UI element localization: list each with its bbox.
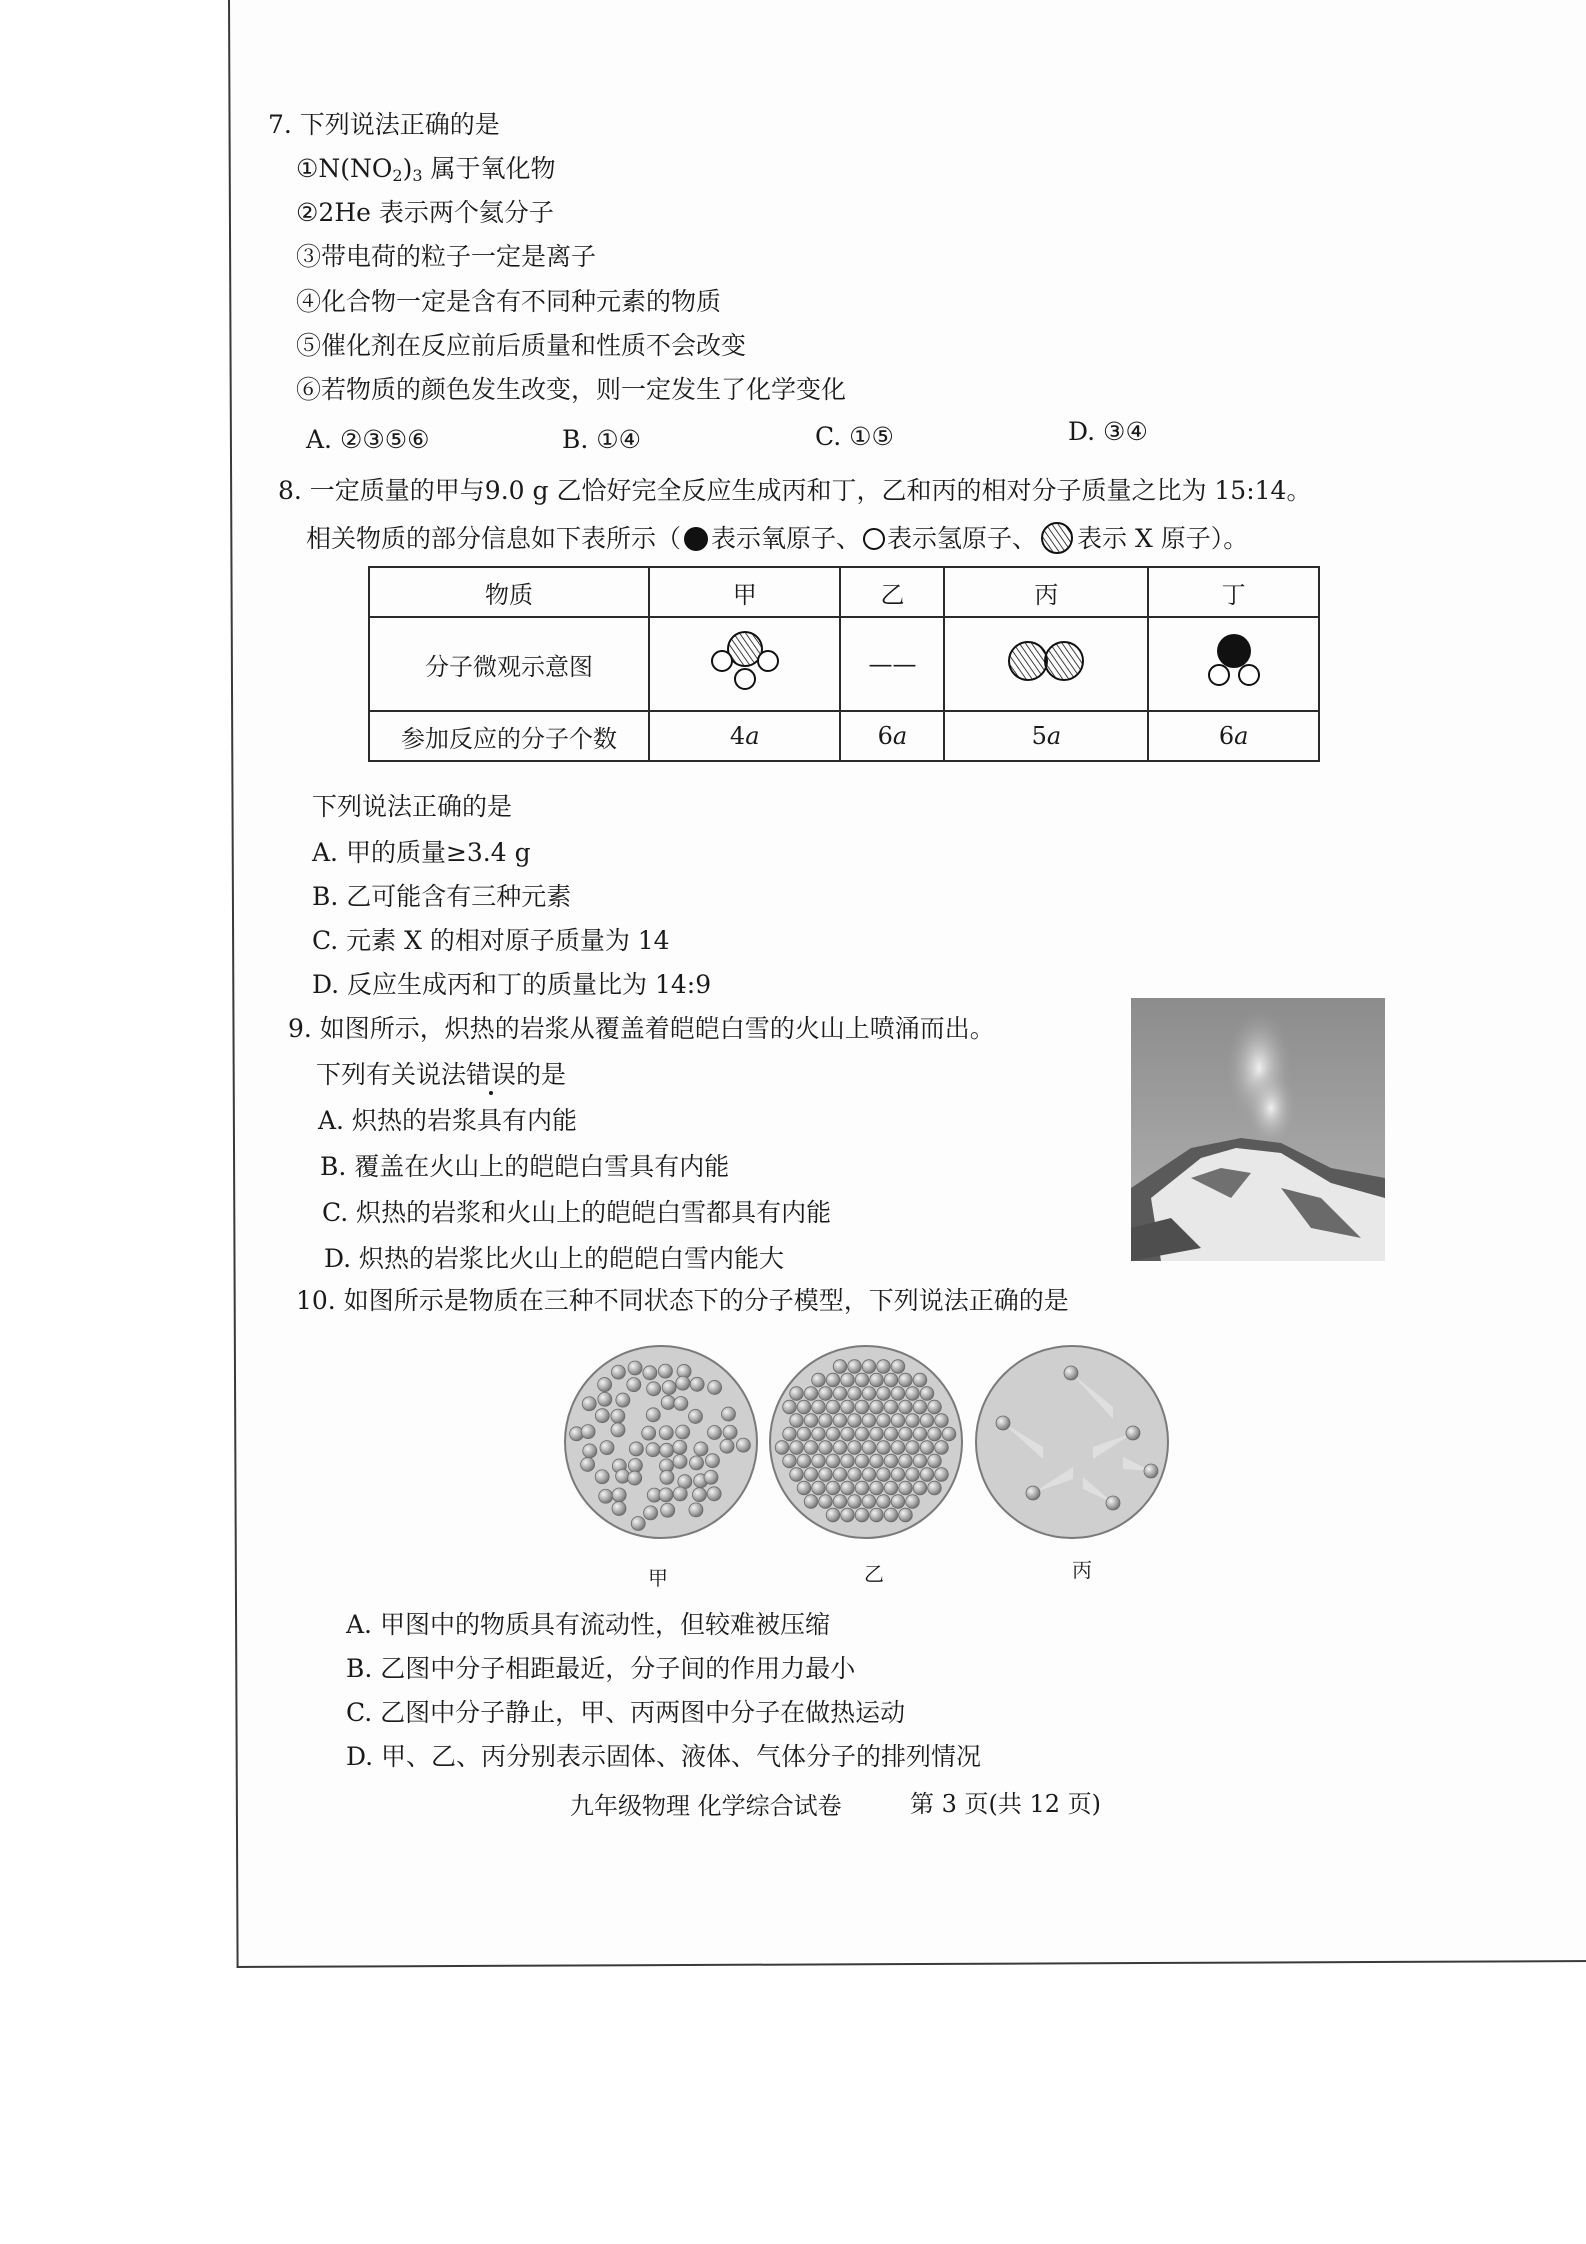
molecule-ding-icon [1194, 623, 1274, 699]
molecule-sphere [899, 1400, 913, 1414]
table-cell [1148, 617, 1319, 711]
molecule-sphere [855, 1400, 869, 1414]
figure-label-yi: 乙 [864, 1562, 884, 1586]
molecule-sphere [920, 1414, 934, 1428]
molecule-sphere [790, 1441, 804, 1455]
molecule-sphere [877, 1387, 891, 1401]
molecule-sphere [870, 1373, 884, 1387]
molecule-sphere [848, 1441, 862, 1455]
q7-option-a: A. ②③⑤⑥ [306, 425, 430, 454]
molecule-sphere [826, 1508, 840, 1522]
molecule-sphere [899, 1373, 913, 1387]
molecule-sphere [581, 1425, 595, 1439]
q9-option-d: D. 炽热的岩浆比火山上的皑皑白雪内能大 [324, 1244, 785, 1273]
table-cell: 分子微观示意图 [369, 617, 649, 711]
molecule-sphere [819, 1441, 833, 1455]
table-cell: 6a [840, 711, 944, 761]
molecule-sphere [928, 1427, 942, 1441]
molecule-sphere [673, 1440, 687, 1454]
figure-label-jia: 甲 [648, 1566, 668, 1590]
molecule-sphere [826, 1400, 840, 1414]
molecule-sphere [833, 1495, 847, 1509]
molecule-sphere [797, 1481, 811, 1495]
q8-option-b: B. 乙可能含有三种元素 [312, 882, 572, 911]
molecule-sphere [819, 1414, 833, 1428]
molecule-sphere [660, 1443, 674, 1457]
molecule-sphere [848, 1468, 862, 1482]
molecule-sphere [612, 1501, 626, 1515]
molecule-sphere [870, 1508, 884, 1522]
molecule-sphere [1026, 1486, 1040, 1500]
molecule-sphere [906, 1495, 920, 1509]
molecule-sphere [673, 1454, 687, 1468]
molecule-sphere [812, 1373, 826, 1387]
q7-item2: ②2He 表示两个氦分子 [296, 198, 554, 227]
molecule-sphere [870, 1400, 884, 1414]
page-number: 第 3 页(共 12 页) [910, 1790, 1102, 1818]
molecule-sphere [884, 1373, 898, 1387]
molecule-sphere [935, 1414, 949, 1428]
molecule-sphere [616, 1393, 630, 1407]
molecule-sphere [862, 1360, 876, 1374]
molecule-sphere [913, 1481, 927, 1495]
q7-option-b: B. ①④ [562, 425, 642, 454]
molecule-sphere [891, 1387, 905, 1401]
molecule-sphere [819, 1468, 833, 1482]
molecule-sphere [862, 1387, 876, 1401]
molecule-sphere [611, 1365, 625, 1379]
molecule-sphere [690, 1456, 704, 1470]
molecule-sphere [855, 1454, 869, 1468]
molecule-sphere [891, 1495, 905, 1509]
molecule-bing-icon [998, 631, 1094, 691]
molecule-sphere [870, 1427, 884, 1441]
molecule-sphere [848, 1387, 862, 1401]
molecule-sphere [870, 1481, 884, 1495]
molecule-sphere [848, 1414, 862, 1428]
molecule-sphere [833, 1387, 847, 1401]
table-cell: —— [840, 617, 944, 711]
molecule-sphere [833, 1360, 847, 1374]
figure-label-bing: 丙 [1072, 1558, 1092, 1582]
molecule-sphere [736, 1438, 750, 1452]
q7-option-d: D. ③④ [1068, 417, 1148, 446]
molecule-sphere [797, 1427, 811, 1441]
molecule-sphere [629, 1442, 643, 1456]
molecule-sphere [812, 1481, 826, 1495]
q10-option-d: D. 甲、乙、丙分别表示固体、液体、气体分子的排列情况 [346, 1742, 982, 1771]
molecule-sphere [833, 1441, 847, 1455]
molecule-sphere [720, 1439, 734, 1453]
molecule-sphere [841, 1508, 855, 1522]
molecule-sphere [913, 1454, 927, 1468]
table-cell: 乙 [840, 567, 944, 617]
molecule-sphere [707, 1425, 721, 1439]
q8-option-c: C. 元素 X 的相对原子质量为 14 [312, 926, 670, 955]
molecule-sphere [884, 1508, 898, 1522]
molecule-sphere [913, 1427, 927, 1441]
table-row [369, 711, 1319, 761]
molecule-sphere [899, 1454, 913, 1468]
molecule-sphere [673, 1487, 687, 1501]
molecule-sphere [812, 1427, 826, 1441]
q7-stem: 7. 下列说法正确的是 [268, 110, 500, 139]
molecule-sphere [884, 1454, 898, 1468]
molecule-sphere [676, 1376, 690, 1390]
molecule-sphere [631, 1517, 645, 1531]
q10-option-b: B. 乙图中分子相距最近，分子间的作用力最小 [346, 1654, 856, 1683]
molecule-sphere [920, 1441, 934, 1455]
table-cell: 5a [944, 711, 1148, 761]
molecule-sphere [833, 1468, 847, 1482]
molecule-sphere [928, 1481, 942, 1495]
molecule-sphere [928, 1454, 942, 1468]
gas-model-figure [973, 1343, 1171, 1541]
molecule-sphere [598, 1378, 612, 1392]
molecule-sphere [862, 1441, 876, 1455]
molecule-sphere [600, 1441, 614, 1455]
molecule-sphere [819, 1495, 833, 1509]
molecule-sphere [848, 1495, 862, 1509]
molecule-sphere [870, 1454, 884, 1468]
molecule-sphere [1144, 1464, 1158, 1478]
molecule-sphere [841, 1427, 855, 1441]
molecule-sphere [855, 1427, 869, 1441]
molecule-sphere [628, 1471, 642, 1485]
molecule-sphere [690, 1377, 704, 1391]
molecule-sphere [628, 1458, 642, 1472]
q9-option-c: C. 炽热的岩浆和火山上的皑皑白雪都具有内能 [322, 1198, 832, 1227]
molecule-sphere [877, 1414, 891, 1428]
molecule-sphere [862, 1468, 876, 1482]
molecule-sphere [841, 1400, 855, 1414]
molecule-sphere [708, 1380, 722, 1394]
molecule-sphere [862, 1414, 876, 1428]
molecule-sphere [704, 1470, 718, 1484]
molecule-sphere [906, 1414, 920, 1428]
molecule-sphere [862, 1495, 876, 1509]
molecule-sphere [891, 1441, 905, 1455]
table-cell [649, 617, 840, 711]
molecule-sphere [1126, 1426, 1140, 1440]
molecule-sphere [891, 1414, 905, 1428]
molecule-sphere [689, 1409, 703, 1423]
molecule-sphere [855, 1508, 869, 1522]
molecule-sphere [644, 1506, 658, 1520]
solid-model-figure [767, 1343, 965, 1541]
table-cell: 甲 [649, 567, 840, 617]
q10-option-c: C. 乙图中分子静止，甲、丙两图中分子在做热运动 [346, 1698, 906, 1727]
molecule-sphere [884, 1400, 898, 1414]
molecule-sphere [642, 1426, 656, 1440]
q8-option-d: D. 反应生成丙和丁的质量比为 14:9 [312, 970, 712, 999]
molecule-sphere [707, 1487, 721, 1501]
molecule-sphere [804, 1441, 818, 1455]
molecule-sphere [913, 1373, 927, 1387]
q8-question: 下列说法正确的是 [312, 792, 513, 821]
table-row [369, 617, 1319, 711]
table-cell: 4a [649, 711, 840, 761]
molecule-sphere [661, 1395, 675, 1409]
q9-question: 下列有关说法错误的是 [316, 1060, 567, 1089]
molecule-sphere [996, 1416, 1010, 1430]
molecule-sphere [1064, 1366, 1078, 1380]
molecule-sphere [676, 1425, 690, 1439]
molecule-sphere [935, 1468, 949, 1482]
q7-item3: ③带电荷的粒子一定是离子 [296, 242, 597, 271]
molecule-sphere [884, 1427, 898, 1441]
molecule-sphere [804, 1387, 818, 1401]
molecule-sphere [826, 1481, 840, 1495]
molecule-sphere [658, 1364, 672, 1378]
molecule-sphere [659, 1488, 673, 1502]
molecule-sphere [661, 1503, 675, 1517]
q8-legend: 相关物质的部分信息如下表所示（ 表示氧原子、 表示氢原子、 表示 X 原子）。 [306, 521, 1248, 556]
molecule-sphere [906, 1387, 920, 1401]
molecule-sphere [891, 1360, 905, 1374]
molecule-sphere [659, 1426, 673, 1440]
molecule-sphere [595, 1470, 609, 1484]
molecule-sphere [775, 1441, 789, 1455]
molecule-sphere [783, 1454, 797, 1468]
footer-title: 九年级物理 化学综合试卷 [570, 1792, 842, 1820]
q8-option-a: A. 甲的质量≥3.4 g [312, 838, 531, 867]
molecule-sphere [611, 1423, 625, 1437]
q7-item6: ⑥若物质的颜色发生改变，则一定发生了化学变化 [296, 375, 847, 404]
molecule-sphere [855, 1373, 869, 1387]
molecule-sphere [928, 1400, 942, 1414]
molecule-sphere [674, 1396, 688, 1410]
molecule-sphere [920, 1468, 934, 1482]
molecule-sphere [841, 1481, 855, 1495]
table-cell: 物质 [369, 567, 649, 617]
q7-item4: ④化合物一定是含有不同种元素的物质 [296, 287, 722, 316]
molecule-sphere [884, 1481, 898, 1495]
molecule-sphere [647, 1382, 661, 1396]
x-atom-icon [1037, 521, 1077, 555]
table-cell [944, 617, 1148, 711]
oxygen-atom-icon [681, 526, 711, 552]
molecule-sphere [841, 1454, 855, 1468]
molecule-sphere [812, 1454, 826, 1468]
table-cell: 参加反应的分子个数 [369, 711, 649, 761]
molecule-sphere [598, 1392, 612, 1406]
liquid-model-figure [562, 1343, 760, 1541]
molecule-sphere [942, 1427, 956, 1441]
q9-option-a: A. 炽热的岩浆具有内能 [318, 1106, 577, 1135]
molecule-sphere [899, 1427, 913, 1441]
molecule-sphere [611, 1409, 625, 1423]
q10-option-a: A. 甲图中的物质具有流动性，但较难被压缩 [346, 1610, 830, 1639]
molecule-sphere [899, 1481, 913, 1495]
molecule-sphere [826, 1373, 840, 1387]
table-cell: 丁 [1148, 567, 1319, 617]
molecule-sphere [582, 1397, 596, 1411]
molecule-sphere [855, 1481, 869, 1495]
molecule-sphere [833, 1414, 847, 1428]
molecule-sphere [797, 1454, 811, 1468]
molecule-sphere [877, 1468, 891, 1482]
molecule-sphere [920, 1387, 934, 1401]
molecule-sphere [819, 1387, 833, 1401]
molecule-sphere [826, 1454, 840, 1468]
molecule-sphere [646, 1443, 660, 1457]
molecule-sphere [790, 1387, 804, 1401]
molecule-sphere [660, 1470, 674, 1484]
molecule-sphere [841, 1373, 855, 1387]
molecule-sphere [581, 1457, 595, 1471]
q9-stem: 9. 如图所示，炽热的岩浆从覆盖着皑皑白雪的火山上喷涌而出。 [288, 1014, 995, 1043]
table-cell: 6a [1148, 711, 1319, 761]
q9-option-b: B. 覆盖在火山上的皑皑白雪具有内能 [320, 1152, 730, 1181]
molecule-jia-icon [700, 621, 790, 701]
q8-substance-table [368, 566, 1320, 762]
molecule-sphere [804, 1468, 818, 1482]
molecule-sphere [643, 1366, 657, 1380]
molecule-sphere [595, 1409, 609, 1423]
molecule-sphere [1106, 1496, 1120, 1510]
molecule-sphere [583, 1444, 597, 1458]
molecule-sphere [790, 1414, 804, 1428]
molecule-sphere [662, 1380, 676, 1394]
molecule-sphere [877, 1495, 891, 1509]
molecule-sphere [783, 1400, 797, 1414]
volcano-photo [1131, 998, 1385, 1261]
molecule-sphere [935, 1441, 949, 1455]
molecule-sphere [689, 1503, 703, 1517]
molecule-sphere [848, 1360, 862, 1374]
molecule-sphere [723, 1425, 737, 1439]
molecule-sphere [790, 1468, 804, 1482]
hydrogen-atom-icon [861, 526, 887, 552]
molecule-sphere [891, 1468, 905, 1482]
molecule-sphere [797, 1400, 811, 1414]
molecule-sphere [906, 1468, 920, 1482]
molecule-sphere [692, 1488, 706, 1502]
q7-item5: ⑤催化剂在反应前后质量和性质不会改变 [296, 331, 747, 360]
molecule-sphere [705, 1454, 719, 1468]
molecule-sphere [877, 1360, 891, 1374]
molecule-sphere [628, 1361, 642, 1375]
molecule-sphere [899, 1508, 913, 1522]
q7-option-c: C. ①⑤ [815, 422, 894, 451]
molecule-sphere [826, 1427, 840, 1441]
molecule-sphere [804, 1414, 818, 1428]
q8-stem: 8. 一定质量的甲与9.0 g 乙恰好完全反应生成丙和丁，乙和丙的相对分子质量之比为 15:14。 [278, 476, 1312, 505]
molecule-sphere [804, 1495, 818, 1509]
molecule-sphere [612, 1488, 626, 1502]
molecule-sphere [627, 1378, 641, 1392]
table-cell: 丙 [944, 567, 1148, 617]
molecule-sphere [783, 1427, 797, 1441]
molecule-sphere [906, 1441, 920, 1455]
molecule-sphere [616, 1469, 630, 1483]
molecule-sphere [721, 1407, 735, 1421]
molecule-sphere [877, 1441, 891, 1455]
table-row [369, 567, 1319, 617]
q10-stem: 10. 如图所示是物质在三种不同状态下的分子模型，下列说法正确的是 [296, 1286, 1069, 1315]
molecule-sphere [812, 1400, 826, 1414]
molecule-sphere [694, 1442, 708, 1456]
molecule-sphere [913, 1400, 927, 1414]
molecule-sphere [646, 1408, 660, 1422]
molecule-sphere [599, 1489, 613, 1503]
q7-item1: $①N(NO_2)_3$ 属于氧化物 [296, 154, 556, 185]
